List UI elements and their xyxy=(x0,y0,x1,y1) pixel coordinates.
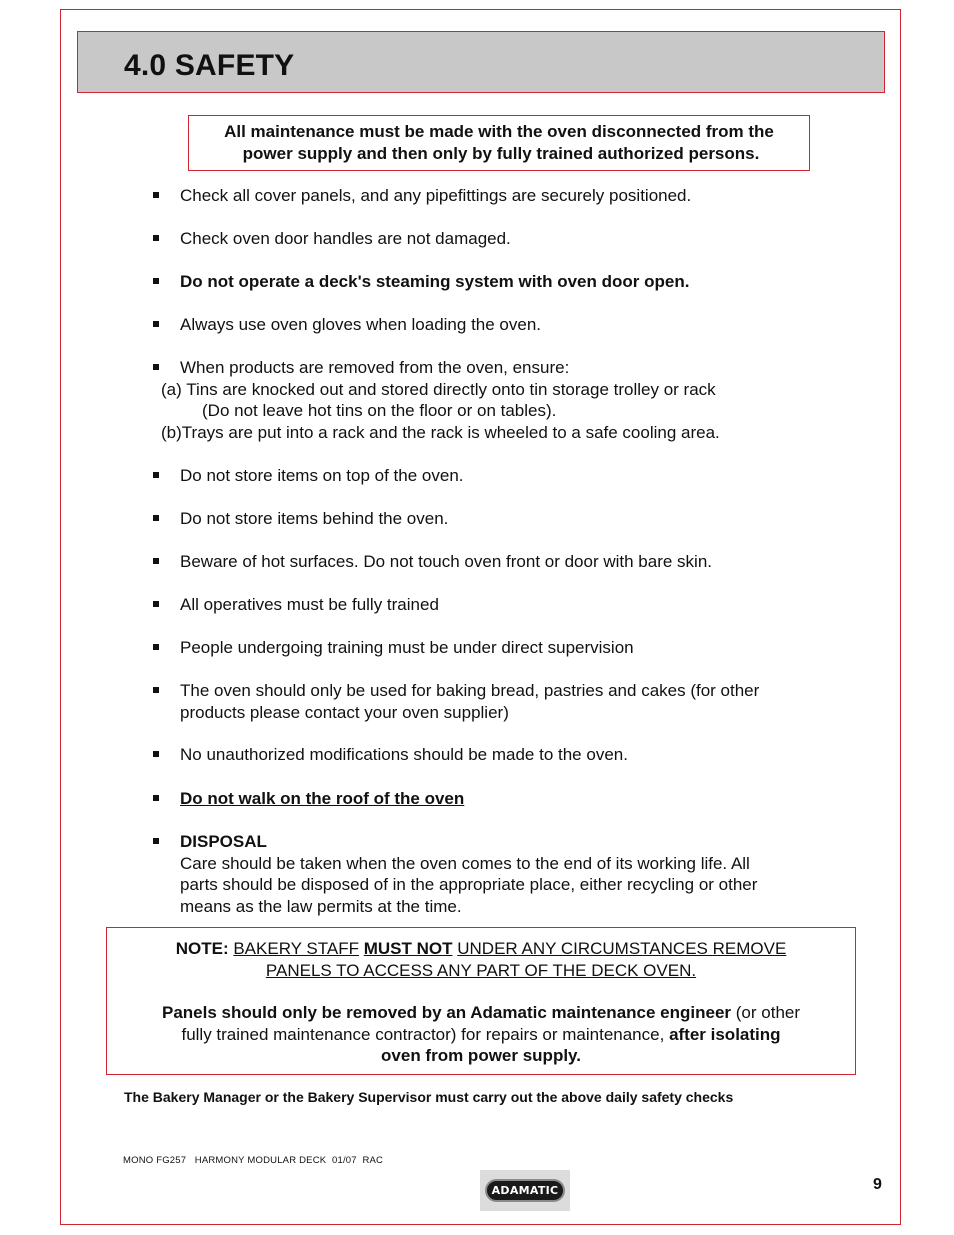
page-number: 9 xyxy=(873,1176,882,1193)
list-item: Do not store items behind the oven. xyxy=(153,508,843,530)
daily-checks-statement: The Bakery Manager or the Bakery Supervisor must carry out the above daily safety checks xyxy=(124,1089,734,1105)
disposal-heading: DISPOSAL xyxy=(180,832,267,851)
removal-item-a-note: (Do not leave hot tins on the floor or on tables). xyxy=(202,401,557,420)
bullet-icon xyxy=(153,838,159,844)
must-not-emphasis: MUST NOT xyxy=(363,939,453,958)
bullet-icon xyxy=(153,687,159,693)
list-item: The oven should only be used for baking bread, pastries and cakes (for other products please contact your oven supplier) xyxy=(153,680,843,723)
bullet-icon xyxy=(153,192,159,198)
list-item: Always use oven gloves when loading the oven. xyxy=(153,314,843,336)
list-item: No unauthorized modifications should be made to the oven. xyxy=(153,744,843,766)
list-item: Check all cover panels, and any pipefittings are securely positioned. xyxy=(153,185,843,207)
bullet-icon xyxy=(153,515,159,521)
list-item: All operatives must be fully trained xyxy=(153,594,843,616)
removal-item-a: (a) Tins are knocked out and stored directly onto tin storage trolley or rack xyxy=(161,380,716,399)
disposal-item: DISPOSAL Care should be taken when the oven comes to the end of its working life. All parts should be disposed of in the appropriate place, either recycling or other means as the law permits at the time. xyxy=(153,831,843,917)
note-paragraph-2: Panels should only be removed by an Adamatic maintenance engineer (or other fully trained maintenance contractor) for repairs or maintenance, after isolating oven from power supply. xyxy=(161,1003,801,1065)
bullet-icon xyxy=(153,278,159,284)
maintenance-warning-box xyxy=(188,115,810,171)
logo-badge: ADAMATIC xyxy=(485,1179,565,1202)
warning-line-1: All maintenance must be made with the oven disconnected from the xyxy=(224,122,774,141)
staff-note-box xyxy=(106,927,856,1075)
removal-item-b: (b)Trays are put into a rack and the rack is wheeled to a safe cooling area. xyxy=(161,423,720,442)
bullet-icon xyxy=(153,321,159,327)
note-label: NOTE: xyxy=(175,939,229,958)
list-item: People undergoing training must be under direct supervision xyxy=(153,637,843,659)
list-item: Beware of hot surfaces. Do not touch oven front or door with bare skin. xyxy=(153,551,843,573)
list-item: Do not store items on top of the oven. xyxy=(153,465,843,487)
bullet-icon xyxy=(153,558,159,564)
warning-line-2: power supply and then only by fully trained authorized persons. xyxy=(242,144,760,163)
bullet-icon xyxy=(153,364,159,370)
bullet-icon xyxy=(153,601,159,607)
adamatic-logo xyxy=(480,1170,570,1211)
bullet-icon xyxy=(153,644,159,650)
bullet-icon xyxy=(153,235,159,241)
page-title: 4.0 SAFETY xyxy=(124,49,295,82)
section-header xyxy=(77,31,885,93)
bullet-icon xyxy=(153,795,159,801)
note-paragraph-1: NOTE: BAKERY STAFF MUST NOT UNDER ANY CIRCUMSTANCES REMOVE PANELS TO ACCESS ANY PART OF THE DECK OVEN. xyxy=(175,939,787,980)
list-item: Do not operate a deck's steaming system with oven door open. xyxy=(153,271,843,293)
bullet-icon xyxy=(153,751,159,757)
list-item: When products are removed from the oven, ensure: xyxy=(153,357,843,379)
list-item: Check oven door handles are not damaged. xyxy=(153,228,843,250)
document-reference: MONO FG257 HARMONY MODULAR DECK 01/07 RAC xyxy=(123,1155,384,1166)
list-item: Do not walk on the roof of the oven xyxy=(153,788,843,810)
bullet-icon xyxy=(153,472,159,478)
